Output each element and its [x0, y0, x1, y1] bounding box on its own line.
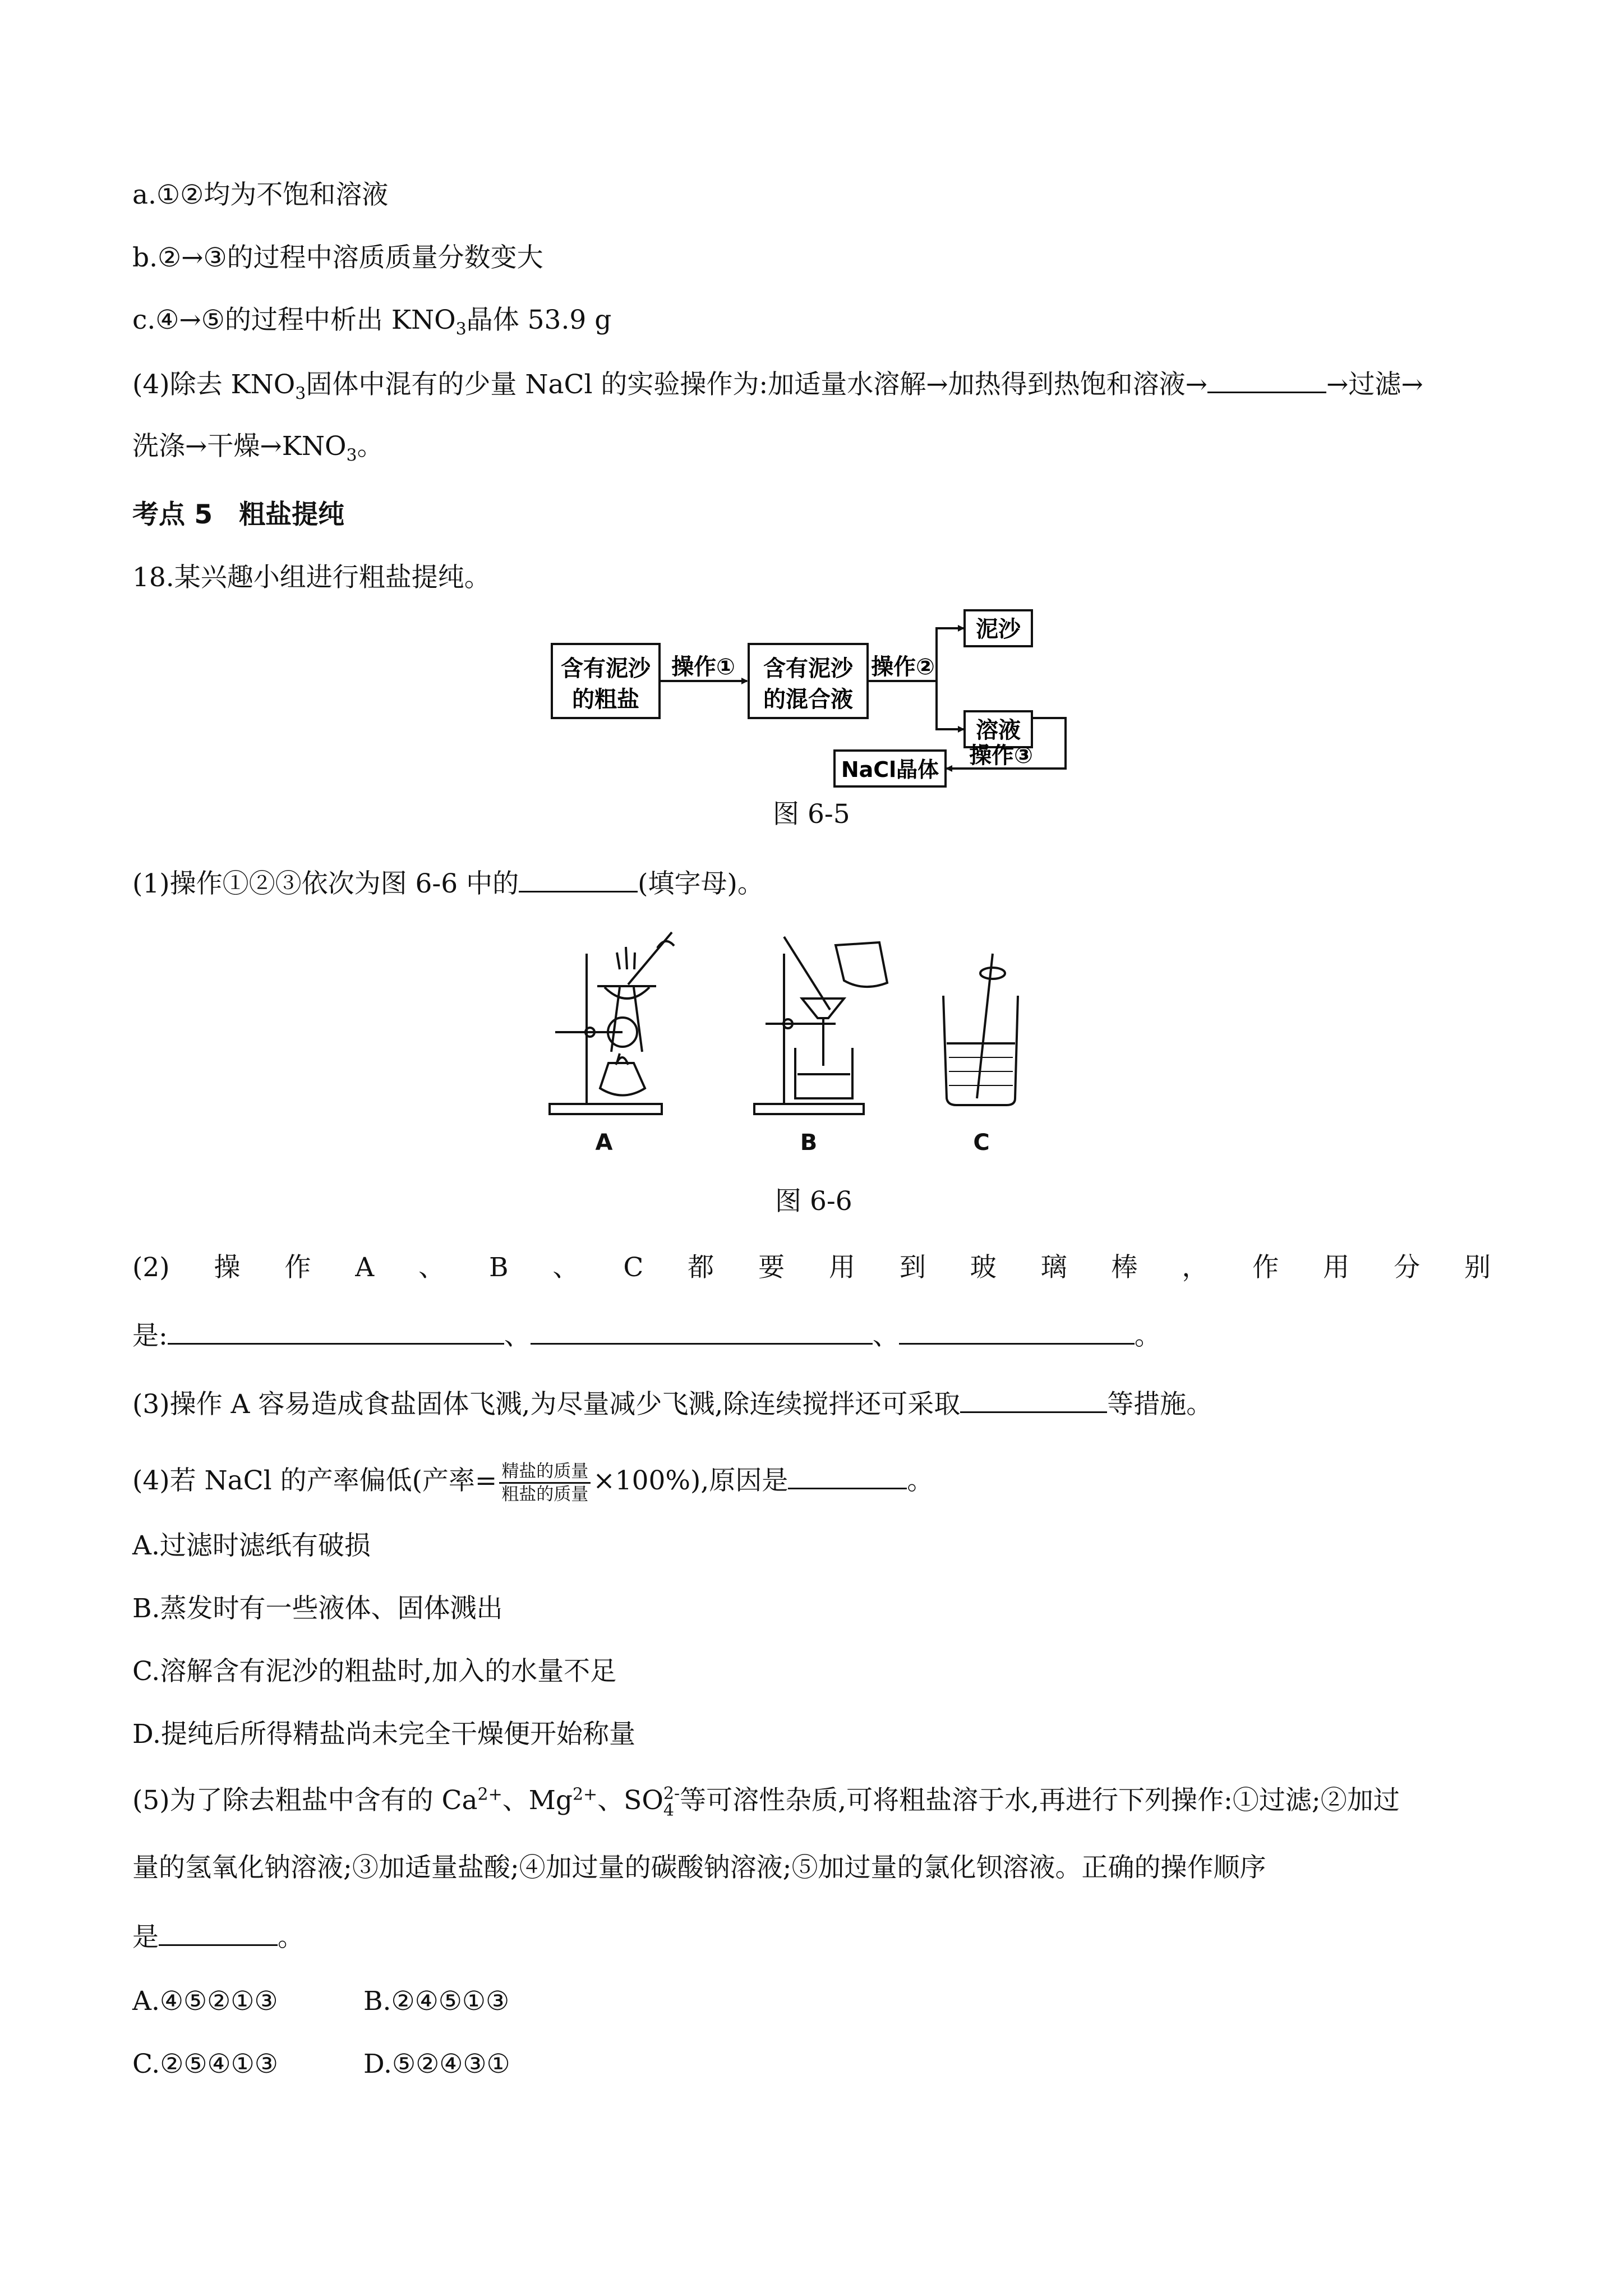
answer-blank[interactable] — [960, 1386, 1107, 1413]
question-18-part-1: (1)操作①②③依次为图 6-6 中的 (填字母)。 — [132, 865, 764, 901]
answer-blank[interactable] — [899, 1317, 1135, 1345]
apparatus-a-evaporation — [550, 932, 674, 1114]
question-18-stem: 18.某兴趣小组进行粗盐提纯。 — [132, 562, 491, 593]
question-18-part-5-line-3: 是 。 — [132, 1918, 304, 1954]
part-4-option-d: D.提纯后所得精盐尚未完全干燥便开始称量 — [132, 1719, 635, 1750]
apparatus-label-b: B — [800, 1130, 818, 1156]
part-4-option-a: A.过滤时滤纸有破损 — [132, 1530, 371, 1561]
apparatus-c-dissolution — [943, 954, 1018, 1105]
part-5-option-a: A.④⑤②①③ — [132, 1986, 278, 2017]
question-18-part-2: (2) 操 作 A 、 B 、 C 都 要 用 到 玻 璃 棒 ， 作 用 分 别 — [132, 1252, 1491, 1283]
flow-box-nacl-label: NaCl晶体 — [841, 757, 939, 782]
figure-caption-6-5: 图 6-5 — [773, 799, 850, 830]
answer-blank[interactable] — [168, 1317, 504, 1345]
question-18-part-4: (4)若 NaCl 的产率偏低(产率= $\frac{\text{精盐的质量}}{\text{粗盐的质量}}$ ×100%),原因是 。 — [132, 1461, 934, 1504]
apparatus-b-filtration — [754, 937, 887, 1114]
flow-box-crude-salt-line2: 的粗盐 — [572, 687, 639, 712]
figure-caption-6-6: 图 6-6 — [775, 1186, 852, 1217]
part-5-option-d: D.⑤②④③① — [363, 2049, 510, 2079]
answer-blank[interactable] — [1207, 366, 1326, 393]
flow-label-op3: 操作③ — [969, 743, 1033, 769]
flow-box-mixture-line2: 的混合液 — [763, 687, 853, 712]
apparatus-label-c: C — [973, 1130, 990, 1156]
flow-chart-6-5 — [550, 606, 1099, 791]
part-4-option-c: C.溶解含有泥沙的粗盐时,加入的水量不足 — [132, 1656, 617, 1687]
option-a: a.①②均为不饱和溶液 — [132, 180, 389, 210]
flow-label-op1: 操作① — [671, 654, 735, 680]
flow-box-crude-salt-line1: 含有泥沙 — [561, 656, 651, 682]
part-5-option-b: B.②④⑤①③ — [363, 1986, 510, 2017]
answer-blank[interactable] — [531, 1317, 873, 1345]
section-heading: 考点 5 粗盐提纯 — [132, 499, 345, 530]
flow-box-solution-label: 溶液 — [976, 717, 1021, 743]
flow-box-sand-label: 泥沙 — [976, 616, 1021, 642]
question-18-part-5-line-2: 量的氢氧化钠溶液;③加适量盐酸;④加过量的碳酸钠溶液;⑤加过量的氯化钡溶液。正确的操作顺序 — [132, 1852, 1266, 1883]
answer-blank[interactable] — [788, 1462, 907, 1489]
part-4-option-b: B.蒸发时有一些液体、固体溅出 — [132, 1593, 503, 1624]
question-18-part-5: (5)为了除去粗盐中含有的 $Ca^{2+}$、$Mg^{2+}$、SO 2- 4 等可溶性杂质,可将粗盐溶于水,再进行下列操作:①过滤;②加过 — [132, 1784, 1400, 1820]
option-c: c.④→⑤的过程中析出 $KNO_3$晶体 53.9 g — [132, 305, 612, 339]
flow-box-mixture-line1: 含有泥沙 — [763, 656, 853, 682]
question-17-part-4-line-2: 洗涤→干燥$\to KNO_3$。 — [132, 431, 384, 466]
question-18-part-3: (3)操作 A 容易造成食盐固体飞溅,为尽量减少飞溅,除连续搅拌还可采取 等措施。 — [132, 1386, 1212, 1421]
question-18-part-2-line-2: 是: 、 、 。 — [132, 1317, 1161, 1353]
question-17-part-4: (4)除去 $KNO_3$固体中混有的少量 NaCl 的实验操作为:加适量水溶解→加热得到热饱和溶液→ →过滤→ — [132, 366, 1423, 402]
option-b: b.②→③的过程中溶质质量分数变大 — [132, 242, 543, 273]
answer-blank[interactable] — [159, 1918, 278, 1946]
flow-label-op2: 操作② — [871, 654, 935, 680]
apparatus-figure-6-6 — [538, 920, 1099, 1167]
part-5-option-c: C.②⑤④①③ — [132, 2049, 278, 2079]
answer-blank[interactable] — [519, 865, 638, 892]
yield-fraction: $\frac{\text{精盐的质量}}{\text{粗盐的质量}}$ — [499, 1461, 591, 1505]
apparatus-label-a: A — [595, 1130, 613, 1156]
